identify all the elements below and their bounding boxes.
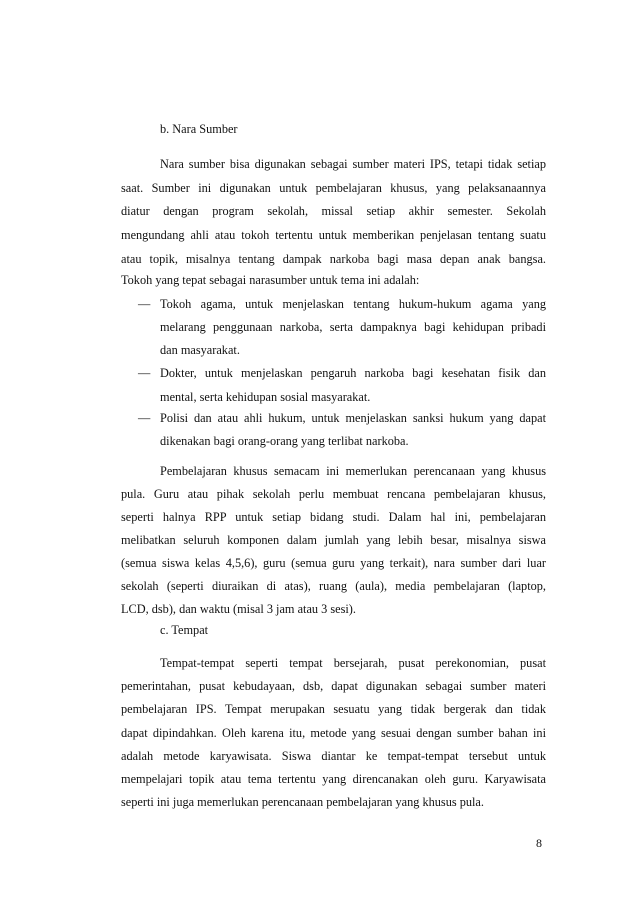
list-item-line: mental, serta kehidupan sosial masyarakat. bbox=[160, 390, 371, 404]
list-item-line: dikenakan bagi orang-orang yang terlibat narkoba. bbox=[160, 434, 409, 448]
list-bullet-dash: — bbox=[138, 411, 151, 425]
paragraph-line: Nara sumber bisa digunakan sebagai sumber materi IPS, tetapi tidak setiap bbox=[160, 157, 546, 171]
paragraph-line: pembelajaran IPS. Tempat merupakan sesuatu yang tidak bergerak dan tidak bbox=[121, 702, 546, 716]
heading-tempat: c. Tempat bbox=[160, 623, 209, 637]
paragraph-line: diatur dengan program sekolah, missal setiap akhir semester. Sekolah bbox=[121, 204, 546, 218]
page-number: 8 bbox=[536, 836, 542, 850]
paragraph-line: melibatkan seluruh komponen dalam jumlah yang lebih besar, misalnya siswa bbox=[121, 533, 546, 547]
list-bullet-dash: — bbox=[138, 366, 151, 380]
paragraph-line: Pembelajaran khusus semacam ini memerlukan perencanaan yang khusus bbox=[160, 464, 546, 478]
list-bullet-dash: — bbox=[138, 297, 151, 311]
paragraph-line: pemerintahan, pusat kebudayaan, dsb, dapat digunakan sebagai sumber materi bbox=[121, 679, 546, 693]
paragraph-line: Tokoh yang tepat sebagai narasumber untuk tema ini adalah: bbox=[121, 273, 420, 287]
paragraph-line: LCD, dsb), dan waktu (misal 3 jam atau 3 sesi). bbox=[121, 602, 356, 616]
paragraph-line: seperti halnya RPP untuk setiap bidang studi. Dalam hal ini, pembelajaran bbox=[121, 510, 546, 524]
paragraph-line: sekolah (seperti diuraikan di atas), ruang (aula), media pembelajaran (laptop, bbox=[121, 579, 546, 593]
paragraph-line: saat. Sumber ini digunakan untuk pembelajaran khusus, yang pelaksanaannya bbox=[121, 181, 546, 195]
paragraph-line: seperti ini juga memerlukan perencanaan pembelajaran yang khusus pula. bbox=[121, 795, 484, 809]
paragraph-line: dapat dipindahkan. Oleh karena itu, metode yang sesuai dengan sumber bahan ini bbox=[121, 726, 546, 740]
list-item-line: Tokoh agama, untuk menjelaskan tentang hukum-hukum agama yang bbox=[160, 297, 546, 311]
paragraph-line: pula. Guru atau pihak sekolah perlu membuat rencana pembelajaran khusus, bbox=[121, 487, 546, 501]
paragraph-line: adalah metode karyawisata. Siswa diantar ke tempat-tempat tersebut untuk bbox=[121, 749, 546, 763]
paragraph-line: mempelajari topik atau tema tertentu yang direncanakan oleh guru. Karyawisata bbox=[121, 772, 546, 786]
paragraph-line: (semua siswa kelas 4,5,6), guru (semua guru yang terkait), nara sumber dari luar bbox=[121, 556, 546, 570]
paragraph-line: atau topik, misalnya tentang dampak narkoba bagi masa depan anak bangsa. bbox=[121, 252, 546, 266]
list-item-line: melarang penggunaan narkoba, serta dampaknya bagi kehidupan pribadi bbox=[160, 320, 546, 334]
paragraph-line: mengundang ahli atau tokoh tertentu untuk memberikan penjelasan tentang suatu bbox=[121, 228, 546, 242]
list-item-line: Dokter, untuk menjelaskan pengaruh narkoba bagi kesehatan fisik dan bbox=[160, 366, 546, 380]
paragraph-line: Tempat-tempat seperti tempat bersejarah, pusat perekonomian, pusat bbox=[160, 656, 546, 670]
list-item-line: dan masyarakat. bbox=[160, 343, 240, 357]
heading-nara-sumber: b. Nara Sumber bbox=[160, 122, 238, 136]
list-item-line: Polisi dan atau ahli hukum, untuk menjelaskan sanksi hukum yang dapat bbox=[160, 411, 546, 425]
